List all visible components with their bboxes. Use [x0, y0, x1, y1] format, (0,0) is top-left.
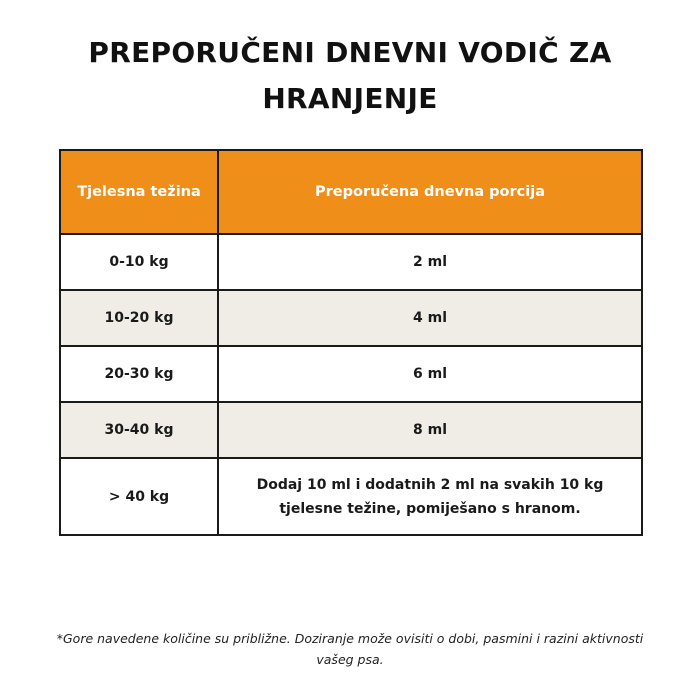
table-row: [60, 402, 642, 458]
table-header-row: [60, 150, 642, 234]
footnote: *Gore navedene količine su približne. Doziranje može ovisiti o dobi, pasmini i razini aktivnosti vašeg psa.: [56, 631, 644, 667]
portion-cell: 8 ml: [218, 402, 642, 458]
table-row: [60, 458, 642, 535]
feeding-guide-table: [59, 149, 643, 536]
weight-cell: > 40 kg: [60, 458, 218, 535]
weight-cell: 30-40 kg: [60, 402, 218, 458]
table-row: [60, 290, 642, 346]
portion-cell: 6 ml: [218, 346, 642, 402]
weight-cell: 0-10 kg: [60, 234, 218, 290]
page-title: PREPORUČENI DNEVNI VODIČ ZA HRANJENJE: [88, 36, 612, 115]
portion-cell: 4 ml: [218, 290, 642, 346]
weight-cell: 20-30 kg: [60, 346, 218, 402]
portion-cell: Dodaj 10 ml i dodatnih 2 ml na svakih 10 kg tjelesne težine, pomiješano s hranom.: [218, 458, 642, 535]
portion-cell: 2 ml: [218, 234, 642, 290]
table-row: [60, 346, 642, 402]
header-daily-portion: Preporučena dnevna porcija: [218, 150, 642, 234]
weight-cell: 10-20 kg: [60, 290, 218, 346]
table-row: [60, 234, 642, 290]
header-body-weight: Tjelesna težina: [60, 150, 218, 234]
